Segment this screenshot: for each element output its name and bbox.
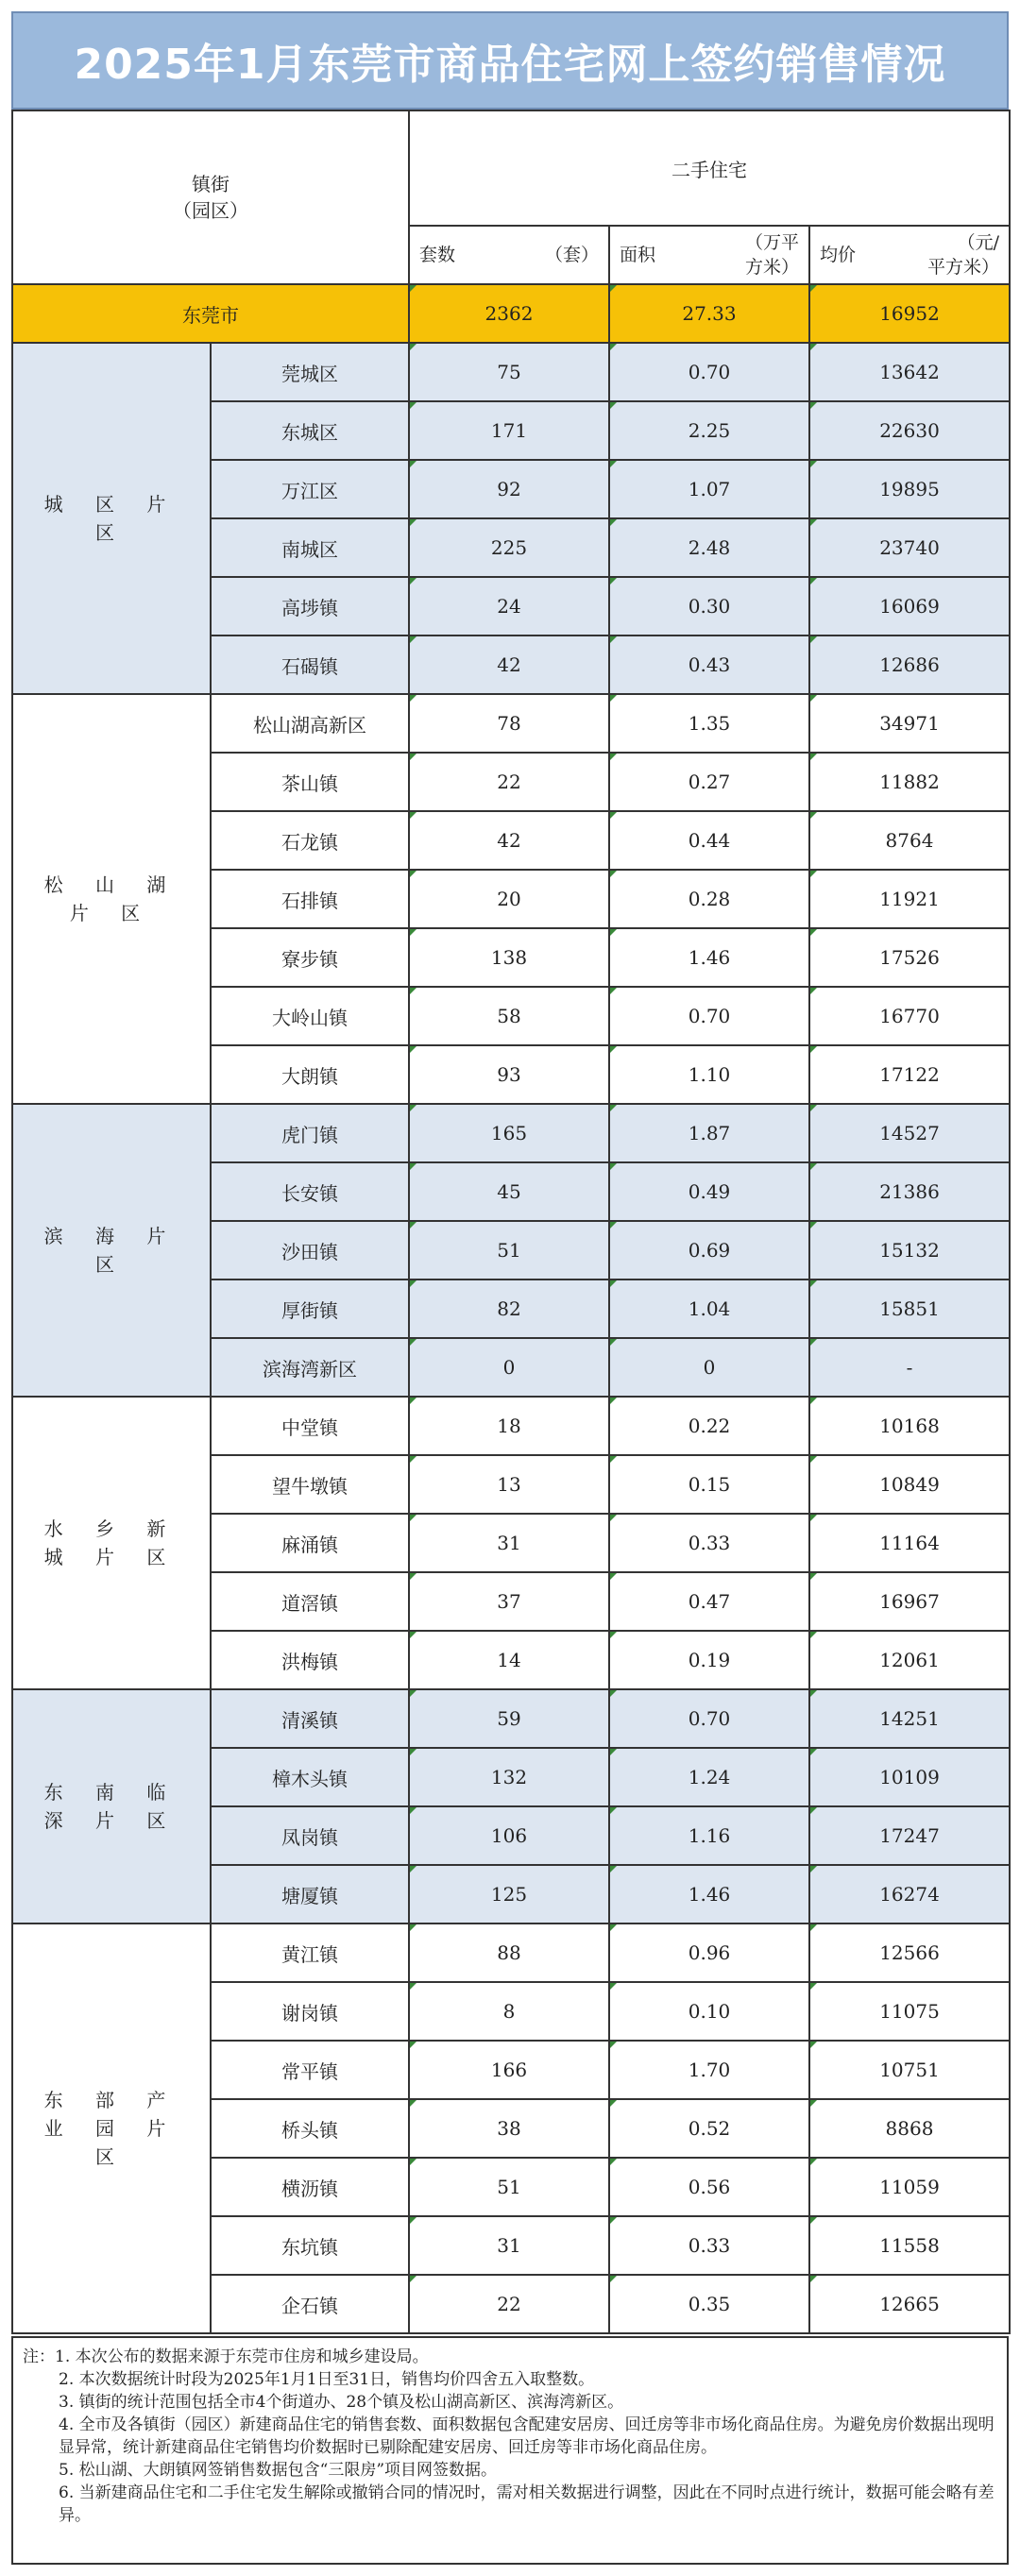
area-value: 0.43 — [609, 636, 809, 694]
units-value: 125 — [409, 1865, 609, 1924]
price-value: 10109 — [809, 1748, 1010, 1806]
price-value: 16770 — [809, 987, 1010, 1045]
price-value: 17526 — [809, 928, 1010, 987]
sales-table — [11, 110, 1011, 2334]
units-value: 132 — [409, 1748, 609, 1806]
area-value: 0.19 — [609, 1631, 809, 1689]
units-value: 22 — [409, 2275, 609, 2333]
town-name: 麻涌镇 — [211, 1514, 409, 1572]
town-name: 虎门镇 — [211, 1104, 409, 1162]
price-value: 10751 — [809, 2041, 1010, 2099]
area-value: 1.07 — [609, 460, 809, 518]
price-value: 17247 — [809, 1806, 1010, 1865]
price-value: 15132 — [809, 1221, 1010, 1280]
units-value: 51 — [409, 2158, 609, 2216]
table-row — [12, 343, 1010, 401]
area-value: 1.04 — [609, 1280, 809, 1338]
notes-section — [11, 2336, 1009, 2565]
area-value: 2.25 — [609, 401, 809, 460]
area-value: 0.30 — [609, 577, 809, 636]
area-value: 0 — [609, 1338, 809, 1397]
units-value: 165 — [409, 1104, 609, 1162]
town-name: 茶山镇 — [211, 753, 409, 811]
town-name: 黄江镇 — [211, 1924, 409, 1982]
units-value: 22 — [409, 753, 609, 811]
area-value: 1.87 — [609, 1104, 809, 1162]
units-value: 38 — [409, 2099, 609, 2158]
town-name: 万江区 — [211, 460, 409, 518]
note-line: 注：1. 本次公布的数据来源于东莞市住房和城乡建设局。 — [23, 2347, 429, 2366]
total-row — [12, 284, 1010, 343]
area-value: 1.46 — [609, 1865, 809, 1924]
area-value: 1.16 — [609, 1806, 809, 1865]
district-label: 东 部 产 业 园 片 区 — [12, 1924, 211, 2333]
area-value: 1.35 — [609, 694, 809, 753]
town-name: 莞城区 — [211, 343, 409, 401]
area-value: 0.28 — [609, 870, 809, 928]
price-value: 16967 — [809, 1572, 1010, 1631]
price-value: 23740 — [809, 518, 1010, 577]
area-value: 1.10 — [609, 1045, 809, 1104]
town-name: 石排镇 — [211, 870, 409, 928]
price-value: 11882 — [809, 753, 1010, 811]
price-value: 12061 — [809, 1631, 1010, 1689]
town-name: 高埗镇 — [211, 577, 409, 636]
units-value: 59 — [409, 1689, 609, 1748]
units-value: 88 — [409, 1924, 609, 1982]
town-name: 凤岗镇 — [211, 1806, 409, 1865]
units-value: 166 — [409, 2041, 609, 2099]
units-value: 171 — [409, 401, 609, 460]
units-value: 14 — [409, 1631, 609, 1689]
town-name: 石龙镇 — [211, 811, 409, 870]
units-value: 93 — [409, 1045, 609, 1104]
price-value: 13642 — [809, 343, 1010, 401]
district-label: 滨 海 片 区 — [12, 1104, 211, 1397]
area-value: 0.47 — [609, 1572, 809, 1631]
units-value: 13 — [409, 1455, 609, 1514]
price-value: 11164 — [809, 1514, 1010, 1572]
table-row — [12, 1397, 1010, 1455]
note-line: 3. 镇街的统计范围包括全市4个街道办、28个镇及松山湖高新区、滨海湾新区。 — [59, 2393, 624, 2412]
price-value: 17122 — [809, 1045, 1010, 1104]
total-area: 27.33 — [609, 284, 809, 343]
town-name: 沙田镇 — [211, 1221, 409, 1280]
total-name: 东莞市 — [12, 284, 409, 343]
town-name: 清溪镇 — [211, 1689, 409, 1748]
units-value: 42 — [409, 811, 609, 870]
price-value: 19895 — [809, 460, 1010, 518]
town-name: 石碣镇 — [211, 636, 409, 694]
header-units-unit: （套） — [544, 245, 599, 265]
price-value: - — [809, 1338, 1010, 1397]
town-name: 东城区 — [211, 401, 409, 460]
price-value: 11558 — [809, 2216, 1010, 2275]
table-row — [12, 1104, 1010, 1162]
units-value: 92 — [409, 460, 609, 518]
town-name: 大岭山镇 — [211, 987, 409, 1045]
district-label: 松 山 湖 片 区 — [12, 694, 211, 1104]
price-value: 16069 — [809, 577, 1010, 636]
header-region: 镇街 （园区） — [12, 110, 409, 284]
units-value: 31 — [409, 2216, 609, 2275]
total-units: 2362 — [409, 284, 609, 343]
price-value: 12686 — [809, 636, 1010, 694]
units-value: 75 — [409, 343, 609, 401]
price-value: 14251 — [809, 1689, 1010, 1748]
header-area-label: 面积 — [620, 245, 656, 265]
note-line: 5. 松山湖、大朗镇网签销售数据包含“三限房”项目网签数据。 — [59, 2461, 498, 2480]
price-value: 8868 — [809, 2099, 1010, 2158]
total-price: 16952 — [809, 284, 1010, 343]
area-value: 0.56 — [609, 2158, 809, 2216]
area-value: 0.49 — [609, 1162, 809, 1221]
town-name: 滨海湾新区 — [211, 1338, 409, 1397]
note-line: 2. 本次数据统计时段为2025年1月1日至31日，销售均价四舍五入取整数。 — [59, 2370, 595, 2389]
note-line: 4. 全市及各镇街（园区）新建商品住宅的销售套数、面积数据包含配建安居房、回迁房等非市场化商品住房。为避免房价数据出现明显异常，统计新建商品住宅销售均价数据时已剔除配建安居房、回迁房等非市场化商品住房。 — [59, 2415, 994, 2457]
units-value: 20 — [409, 870, 609, 928]
town-name: 寮步镇 — [211, 928, 409, 987]
header-price — [809, 226, 1010, 284]
district-label: 城 区 片 区 — [12, 343, 211, 694]
town-name: 望牛墩镇 — [211, 1455, 409, 1514]
area-value: 0.96 — [609, 1924, 809, 1982]
price-value: 10849 — [809, 1455, 1010, 1514]
area-value: 0.33 — [609, 1514, 809, 1572]
area-value: 0.10 — [609, 1982, 809, 2041]
price-value: 12665 — [809, 2275, 1010, 2333]
area-value: 1.70 — [609, 2041, 809, 2099]
units-value: 37 — [409, 1572, 609, 1631]
table-row — [12, 1924, 1010, 1982]
district-label: 东 南 临 深 片 区 — [12, 1689, 211, 1924]
area-value: 0.70 — [609, 343, 809, 401]
header-units — [409, 226, 609, 284]
page-title: 2025年1月东莞市商品住宅网上签约销售情况 — [11, 11, 1009, 110]
header-area — [609, 226, 809, 284]
town-name: 大朗镇 — [211, 1045, 409, 1104]
area-value: 0.33 — [609, 2216, 809, 2275]
price-value: 22630 — [809, 401, 1010, 460]
price-value: 14527 — [809, 1104, 1010, 1162]
area-value: 2.48 — [609, 518, 809, 577]
district-label: 水 乡 新 城 片 区 — [12, 1397, 211, 1689]
table-body — [12, 284, 1010, 2333]
area-value: 0.35 — [609, 2275, 809, 2333]
area-value: 0.27 — [609, 753, 809, 811]
town-name: 桥头镇 — [211, 2099, 409, 2158]
area-value: 0.15 — [609, 1455, 809, 1514]
town-name: 中堂镇 — [211, 1397, 409, 1455]
price-value: 11059 — [809, 2158, 1010, 2216]
units-value: 78 — [409, 694, 609, 753]
area-value: 1.24 — [609, 1748, 809, 1806]
price-value: 11921 — [809, 870, 1010, 928]
area-value: 0.22 — [609, 1397, 809, 1455]
units-value: 31 — [409, 1514, 609, 1572]
town-name: 企石镇 — [211, 2275, 409, 2333]
header-secondhand: 二手住宅 — [409, 110, 1010, 226]
area-value: 0.69 — [609, 1221, 809, 1280]
units-value: 18 — [409, 1397, 609, 1455]
price-value: 10168 — [809, 1397, 1010, 1455]
area-value: 0.70 — [609, 987, 809, 1045]
units-value: 42 — [409, 636, 609, 694]
price-value: 16274 — [809, 1865, 1010, 1924]
town-name: 厚街镇 — [211, 1280, 409, 1338]
header-price-label: 均价 — [820, 245, 857, 265]
town-name: 塘厦镇 — [211, 1865, 409, 1924]
units-value: 106 — [409, 1806, 609, 1865]
town-name: 道滘镇 — [211, 1572, 409, 1631]
header-area-unit: （万平 方米） — [744, 232, 799, 278]
units-value: 45 — [409, 1162, 609, 1221]
town-name: 东坑镇 — [211, 2216, 409, 2275]
town-name: 南城区 — [211, 518, 409, 577]
units-value: 138 — [409, 928, 609, 987]
units-value: 8 — [409, 1982, 609, 2041]
town-name: 横沥镇 — [211, 2158, 409, 2216]
units-value: 0 — [409, 1338, 609, 1397]
units-value: 58 — [409, 987, 609, 1045]
units-value: 51 — [409, 1221, 609, 1280]
town-name: 谢岗镇 — [211, 1982, 409, 2041]
header-units-label: 套数 — [419, 245, 456, 265]
price-value: 8764 — [809, 811, 1010, 870]
area-value: 0.70 — [609, 1689, 809, 1748]
area-value: 0.44 — [609, 811, 809, 870]
header-price-unit: （元/ 平方米） — [927, 232, 1000, 278]
table-row — [12, 694, 1010, 753]
price-value: 11075 — [809, 1982, 1010, 2041]
price-value: 12566 — [809, 1924, 1010, 1982]
town-name: 常平镇 — [211, 2041, 409, 2099]
area-value: 1.46 — [609, 928, 809, 987]
units-value: 24 — [409, 577, 609, 636]
price-value: 21386 — [809, 1162, 1010, 1221]
town-name: 樟木头镇 — [211, 1748, 409, 1806]
price-value: 15851 — [809, 1280, 1010, 1338]
town-name: 松山湖高新区 — [211, 694, 409, 753]
area-value: 0.52 — [609, 2099, 809, 2158]
price-value: 34971 — [809, 694, 1010, 753]
units-value: 225 — [409, 518, 609, 577]
town-name: 洪梅镇 — [211, 1631, 409, 1689]
table-row — [12, 1689, 1010, 1748]
town-name: 长安镇 — [211, 1162, 409, 1221]
units-value: 82 — [409, 1280, 609, 1338]
note-line: 6. 当新建商品住宅和二手住宅发生解除或撤销合同的情况时，需对相关数据进行调整，因此在不同时点进行统计，数据可能会略有差异。 — [59, 2483, 994, 2525]
